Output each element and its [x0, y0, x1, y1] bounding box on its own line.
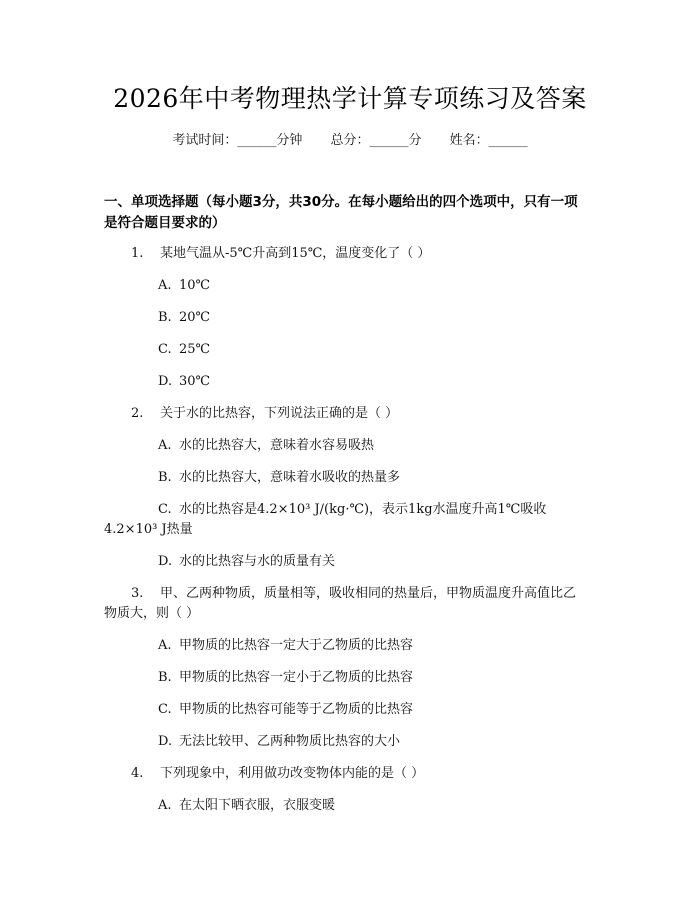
page-title: 2026年中考物理热学计算专项练习及答案: [113, 84, 587, 113]
option-label: C.: [158, 502, 172, 517]
question-1: [131, 244, 430, 264]
option-label: D.: [158, 374, 173, 389]
option-text: 水的比热容大，意味着水容易吸热: [179, 438, 375, 453]
exam-info: [0, 132, 700, 150]
question-1-option-c: [158, 340, 210, 360]
option-label: B.: [158, 470, 172, 485]
option-text: 25℃: [179, 342, 211, 357]
question-text: 某地气温从-5℃升高到15℃，温度变化了（ ）: [160, 246, 431, 261]
option-label: A.: [158, 278, 172, 293]
question-1-option-a: [158, 276, 210, 296]
option-text: 水的比热容大，意味着水吸收的热量多: [179, 470, 401, 485]
question-3-option-a: [158, 636, 413, 656]
option-text: 甲物质的比热容一定小于乙物质的比热容: [179, 670, 414, 685]
question-4: [131, 764, 424, 784]
option-text: 甲物质的比热容一定大于乙物质的比热容: [179, 638, 414, 653]
option-label: D.: [158, 734, 173, 749]
question-2-option-b: [158, 468, 400, 488]
question-3-option-c: [158, 700, 413, 720]
option-label: D.: [158, 554, 173, 569]
student-name: 姓名：______: [449, 133, 528, 148]
option-label: B.: [158, 310, 172, 325]
question-2-option-c: [158, 500, 546, 520]
question-number: 1.: [131, 246, 144, 261]
question-3-option-d: [158, 732, 400, 752]
total-score: 总分：______分: [330, 133, 422, 148]
question-1-option-d: [158, 372, 210, 392]
question-number: 4.: [131, 766, 144, 781]
question-text: 下列现象中，利用做功改变物体内能的是（ ）: [160, 766, 425, 781]
section-heading: [104, 192, 604, 234]
question-1-option-b: [158, 308, 210, 328]
question-2-option-a: [158, 436, 374, 456]
section-heading-line-1: 一、单项选择题（每小题3分，共30分。在每小题给出的四个选项中，只有一项: [104, 194, 578, 210]
option-text: 无法比较甲、乙两种物质比热容的大小: [179, 734, 401, 749]
option-text: 水的比热容与水的质量有关: [179, 554, 336, 569]
option-label: C.: [158, 342, 172, 357]
section-heading-line-2: 是符合题目要求的）: [104, 215, 226, 231]
option-label: A.: [158, 638, 172, 653]
option-label: A.: [158, 438, 172, 453]
question-2-option-c-continued: 4.2×10³ J热量: [104, 522, 193, 537]
option-label: B.: [158, 670, 172, 685]
option-text: 水的比热容是4.2×10³ J/(kg·℃)，表示1kg水温度升高1℃吸收: [179, 502, 547, 517]
option-text: 甲物质的比热容可能等于乙物质的比热容: [179, 702, 414, 717]
question-number: 2.: [131, 406, 144, 421]
question-2-option-d: [158, 552, 335, 572]
exam-time: 考试时间：______分钟: [172, 133, 303, 148]
question-text: 甲、乙两种物质，质量相等，吸收相同的热量后，甲物质温度升高值比乙: [160, 586, 577, 601]
question-3-continued: 物质大，则（ ）: [104, 606, 200, 621]
question-4-option-a: [158, 796, 335, 816]
question-3-option-b: [158, 668, 413, 688]
option-label: A.: [158, 798, 172, 813]
question-2: [131, 404, 398, 424]
question-number: 3.: [131, 586, 144, 601]
option-label: C.: [158, 702, 172, 717]
option-text: 在太阳下晒衣服，衣服变暖: [179, 798, 336, 813]
question-3: [131, 584, 576, 604]
option-text: 30℃: [179, 374, 211, 389]
option-text: 20℃: [179, 310, 211, 325]
question-text: 关于水的比热容，下列说法正确的是（ ）: [160, 406, 399, 421]
option-text: 10℃: [179, 278, 211, 293]
